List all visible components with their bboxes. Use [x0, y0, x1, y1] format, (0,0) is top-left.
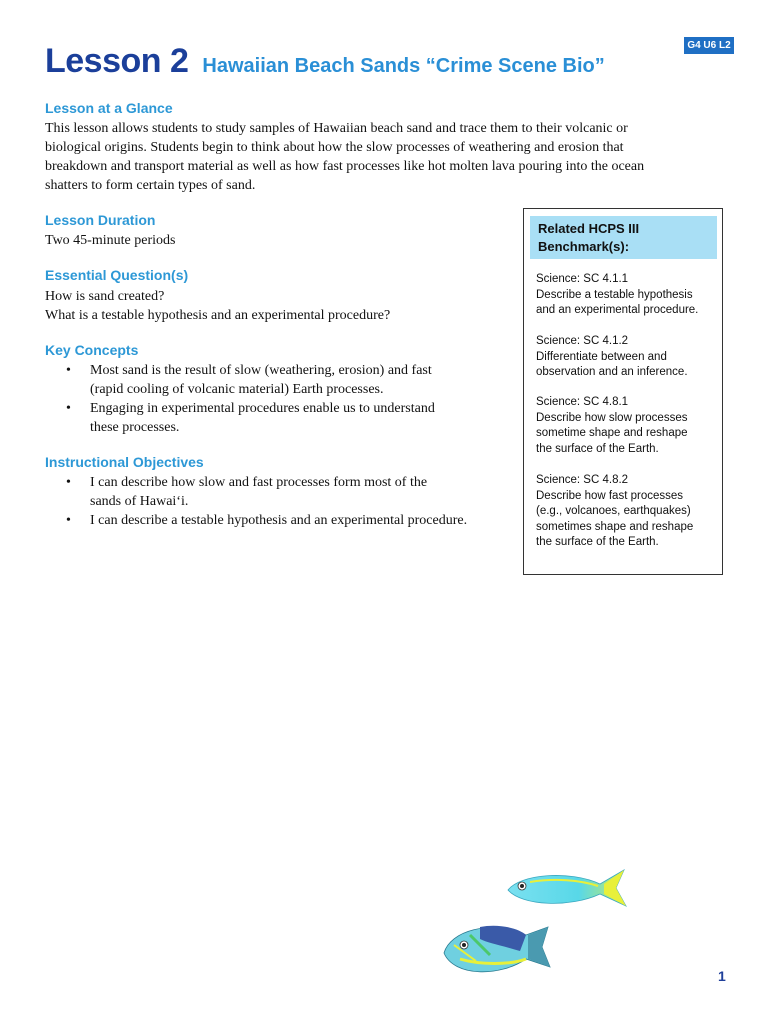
- benchmark-item: [536, 272, 721, 319]
- benchmark-line: Differentiate between and: [536, 350, 667, 363]
- benchmark-line: and an experimental procedure.: [536, 304, 699, 316]
- list-line: (rapid cooling of volcanic material) Earth processes.: [90, 382, 384, 397]
- list-line: sands of Hawai‘i.: [90, 494, 189, 509]
- list-item: [45, 473, 467, 511]
- bullet-icon: •: [66, 401, 71, 416]
- glance-line: biological origins. Students begin to think about how the slow processes of weathering and erosion that: [45, 140, 624, 155]
- grade-unit-lesson-tag: G4 U6 L2: [684, 37, 734, 54]
- list-line: I can describe how slow and fast processes form most of the: [90, 475, 428, 490]
- list-line: I can describe a testable hypothesis and an experimental procedure.: [90, 513, 468, 528]
- benchmark-line: observation and an inference.: [536, 366, 688, 378]
- key-concepts-list: [45, 361, 435, 437]
- glance-line: This lesson allows students to study samples of Hawaiian beach sand and trace them to their volcanic or: [45, 121, 628, 136]
- benchmark-code: Science: SC 4.8.1: [536, 396, 629, 408]
- heading-line: Benchmark(s):: [538, 239, 630, 254]
- yellow-tail-fish-icon: [500, 860, 630, 915]
- lesson-header: [45, 42, 605, 81]
- duration-text: Two 45-minute periods: [45, 233, 176, 248]
- benchmark-line: Describe how slow processes: [536, 411, 688, 424]
- glance-line: breakdown and transport material as well as how fast processes like hot molten lava pouring into the ocean: [45, 159, 645, 174]
- bullet-icon: •: [66, 363, 71, 378]
- question-line: What is a testable hypothesis and an experimental procedure?: [45, 308, 391, 323]
- benchmark-line: Describe how fast processes: [536, 489, 684, 502]
- objectives-list: [45, 473, 467, 530]
- benchmark-line: the surface of the Earth.: [536, 442, 659, 455]
- list-item: [45, 511, 467, 530]
- benchmark-code: Science: SC 4.1.2: [536, 335, 629, 347]
- list-line: Most sand is the result of slow (weathering, erosion) and fast: [90, 363, 432, 378]
- list-item: [45, 399, 435, 437]
- list-line: these processes.: [90, 420, 180, 435]
- key-concepts-heading: Key Concepts: [45, 342, 139, 358]
- glance-paragraph: [45, 119, 705, 195]
- benchmark-item: [536, 473, 721, 551]
- benchmark-code: Science: SC 4.1.1: [536, 273, 629, 285]
- benchmark-line: sometimes shape and reshape: [536, 520, 694, 533]
- benchmark-line: Describe a testable hypothesis: [536, 288, 693, 301]
- page-number: 1: [718, 968, 726, 984]
- lesson-title: Hawaiian Beach Sands “Crime Scene Bio”: [202, 55, 605, 77]
- list-line: Engaging in experimental procedures enable us to understand: [90, 401, 435, 416]
- benchmarks-heading: [530, 216, 717, 259]
- benchmarks-box: [523, 208, 723, 575]
- heading-line: Related HCPS III: [538, 221, 640, 236]
- glance-line: shatters to form certain types of sand.: [45, 178, 256, 193]
- list-item: [45, 361, 435, 399]
- essential-heading: Essential Question(s): [45, 267, 189, 283]
- lesson-number: Lesson 2: [45, 42, 189, 80]
- essential-questions: [45, 287, 390, 325]
- triggerfish-icon: [440, 915, 555, 980]
- objectives-heading: Instructional Objectives: [45, 454, 204, 470]
- question-line: How is sand created?: [45, 289, 165, 304]
- glance-heading: Lesson at a Glance: [45, 100, 173, 116]
- benchmark-item: [536, 395, 721, 457]
- duration-heading: Lesson Duration: [45, 212, 156, 228]
- benchmark-line: (e.g., volcanoes, earthquakes): [536, 505, 691, 517]
- benchmark-item: [536, 334, 721, 381]
- bullet-icon: •: [66, 475, 71, 490]
- benchmark-line: sometime shape and reshape: [536, 427, 688, 439]
- benchmark-line: the surface of the Earth.: [536, 536, 659, 548]
- bullet-icon: •: [66, 513, 71, 528]
- benchmark-code: Science: SC 4.8.2: [536, 474, 629, 486]
